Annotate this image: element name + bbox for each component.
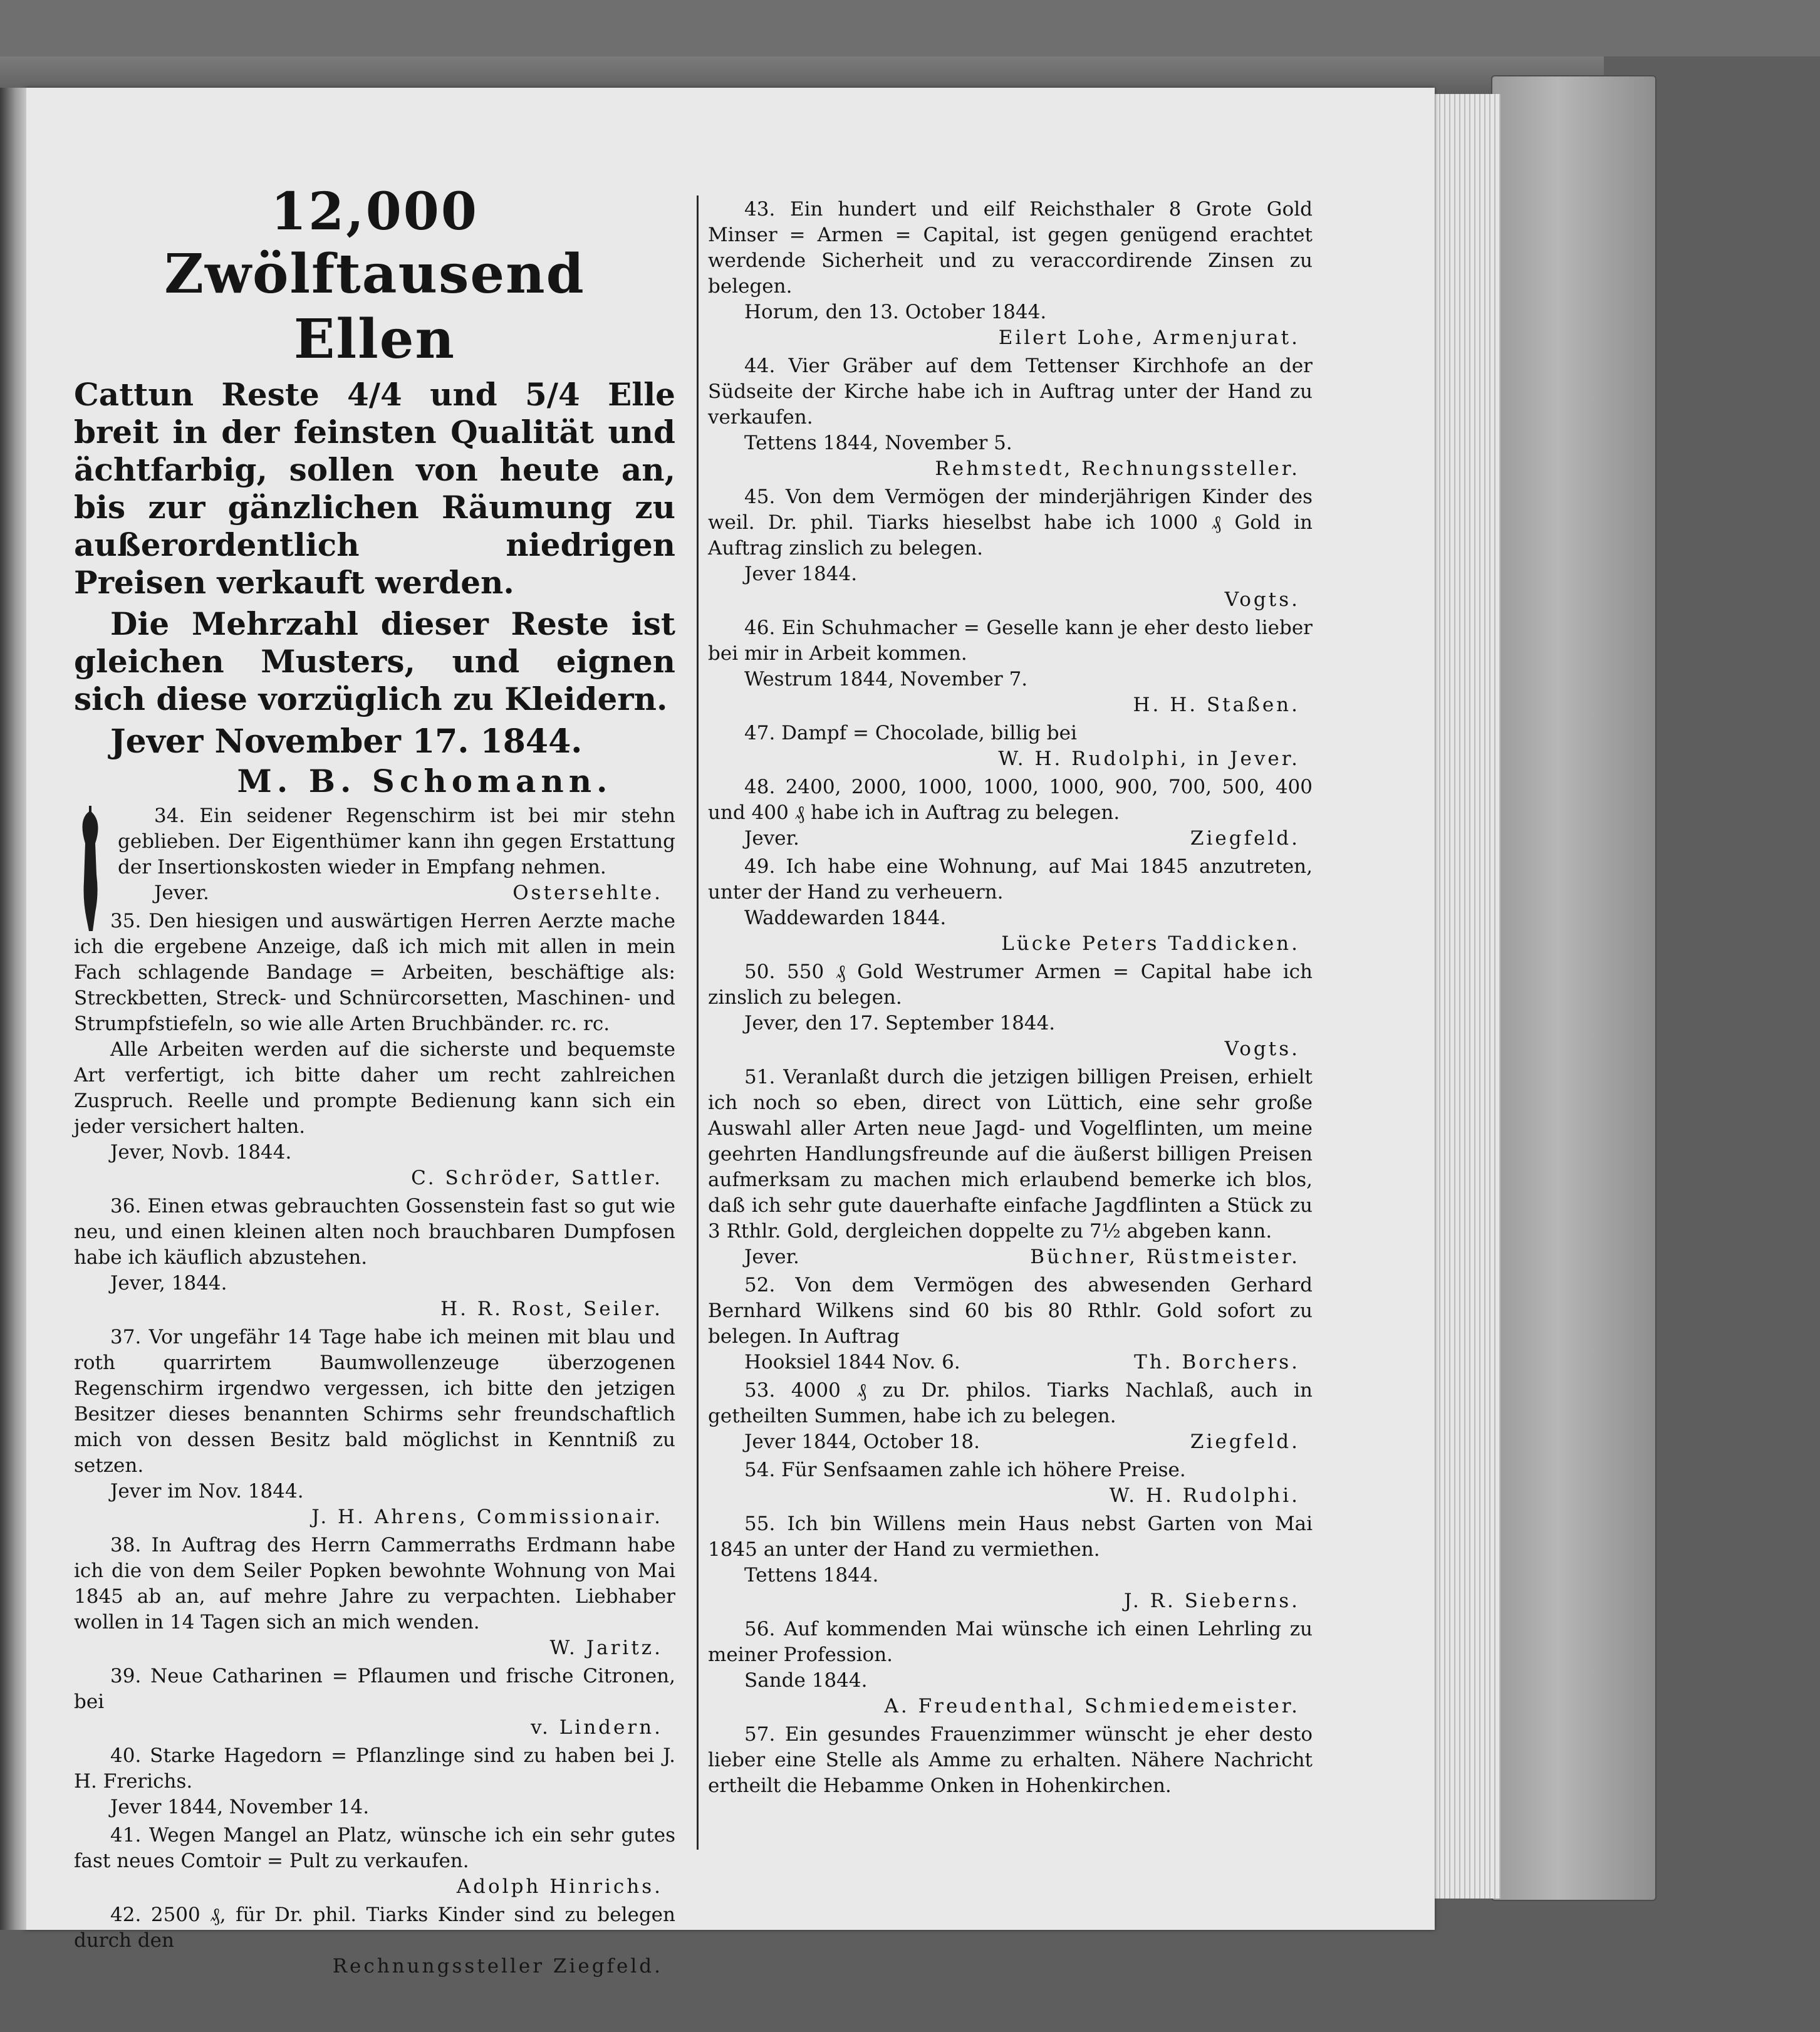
notice-place: Tettens 1844. — [744, 1564, 879, 1587]
notice-place: Tettens 1844, November 5. — [744, 432, 1012, 454]
notice-text: 37. Vor ungefähr 14 Tage habe ich meinen mit blau und roth quarrirtem Baumwollenzeuge überzogenen Regenschirm irgendwo vergessen, ich bitte den jetzigen Besitzer dieses benannten Schirms sehr freundschaftlich mich von dessen Besitz bald möglichst in Kenntniß zu setzen. — [74, 1326, 675, 1477]
page-edges — [1425, 94, 1500, 1899]
notice-44 — [708, 353, 1313, 482]
ad-date: Jever November 17. 1844. — [110, 722, 583, 761]
notice-place: Jever. — [744, 1246, 799, 1268]
notice-place: Jever 1844, October 18. — [744, 1430, 980, 1453]
book-spine — [0, 88, 26, 1930]
notice-signer: Lücke Peters Taddicken. — [1001, 932, 1300, 955]
notice-signer: C. Schröder, Sattler. — [411, 1167, 663, 1189]
notice-text: 46. Ein Schuhmacher = Geselle kann je eher desto lieber bei mir in Arbeit kommen. — [708, 617, 1313, 665]
notice-signer: W. H. Rudolphi, in Jever. — [998, 748, 1300, 770]
notice-text: 43. Ein hundert und eilf Reichsthaler 8 Grote Gold Minser = Armen = Capital, ist gegen genügend erachtet werdende Sicherheit und zu veraccordirende Zinsen zu belegen. — [708, 198, 1313, 298]
notice-signer: Ziegfeld. — [1190, 827, 1300, 850]
ad-body-2: Die Mehrzahl dieser Reste ist gleichen Musters, und eignen sich diese vorzüglich zu Kleidern. — [74, 605, 675, 717]
notice-signer: W. H. Rudolphi. — [1109, 1484, 1300, 1507]
notice-57 — [708, 1722, 1313, 1799]
notice-signer: Rechnungssteller Ziegfeld. — [332, 1955, 663, 1977]
notice-place: Jever, Novb. 1844. — [110, 1141, 292, 1164]
notice-41 — [74, 1823, 675, 1900]
notice-signer: Eilert Lohe, Armenjurat. — [998, 326, 1300, 349]
notice-text: 34. Ein seidener Regenschirm ist bei mir stehn geblieben. Der Eigenthümer kann ihn gegen Erstattung der Insertionskosten wieder in Empfang nehmen. — [118, 805, 675, 878]
notice-signer: A. Freudenthal, Schmiedemeister. — [884, 1695, 1300, 1717]
notice-text: 39. Neue Catharinen = Pflaumen und frische Citronen, bei — [74, 1665, 675, 1713]
notice-text: 54. Für Senfsaamen zahle ich höhere Preise. — [744, 1459, 1186, 1481]
notice-text: 44. Vier Gräber auf dem Tettenser Kirchhofe an der Südseite der Kirche habe ich in Auftrag unter der Hand zu verkaufen. — [708, 355, 1313, 429]
notice-50 — [708, 959, 1313, 1062]
notice-place: Hooksiel 1844 Nov. 6. — [744, 1351, 960, 1373]
notice-48 — [708, 774, 1313, 852]
notice-signer: Adolph Hinrichs. — [456, 1875, 663, 1898]
notice-47 — [708, 721, 1313, 772]
notice-signer: W. Jaritz. — [549, 1637, 663, 1659]
notice-text: 42. 2500 ₰, für Dr. phil. Tiarks Kinder sind zu belegen durch den — [74, 1904, 675, 1952]
notice-place: Jever 1844, November 14. — [110, 1796, 370, 1818]
ad-signature: M. B. Schomann. — [237, 763, 613, 800]
notice-signer: H. R. Rost, Seiler. — [440, 1298, 663, 1320]
notice-signer: H. H. Staßen. — [1133, 694, 1300, 716]
notice-37 — [74, 1325, 675, 1530]
notice-46 — [708, 615, 1313, 718]
notice-45 — [708, 484, 1313, 613]
notice-place: Westrum 1844, November 7. — [744, 668, 1028, 690]
umbrella-icon — [74, 806, 107, 937]
book-cover-edge — [1491, 75, 1656, 1901]
notice-signer: v. Lindern. — [531, 1716, 663, 1739]
notice-34 — [74, 803, 675, 906]
notice-signer: Vogts. — [1224, 588, 1300, 611]
notice-text-2: Alle Arbeiten werden auf die sicherste und bequemste Art verfertigt, ich bitte daher um recht zahlreichen Zuspruch. Reelle und prompte Bedienung kann sich ein jeder versichert halten. — [74, 1038, 675, 1138]
notice-42 — [74, 1902, 675, 1979]
notice-place: Waddewarden 1844. — [744, 907, 947, 929]
notice-place: Horum, den 13. October 1844. — [744, 301, 1047, 323]
notice-place: Jever im Nov. 1844. — [110, 1480, 304, 1503]
notice-text: 36. Einen etwas gebrauchten Gossenstein fast so gut wie neu, und einen kleinen alten noch brauchbaren Dumpfosen habe ich käuflich abzustehen. — [74, 1195, 675, 1269]
notice-text: 41. Wegen Mangel an Platz, wünsche ich ein sehr gutes fast neues Comtoir = Pult zu verkaufen. — [74, 1824, 675, 1872]
notice-35 — [74, 909, 675, 1191]
notice-place: Jever, 1844. — [110, 1272, 227, 1295]
notice-text: 47. Dampf = Chocolade, billig bei — [744, 722, 1077, 744]
notice-signer: Rehmstedt, Rechnungssteller. — [935, 457, 1300, 480]
ad-title: Zwölftausend Ellen — [164, 242, 585, 371]
notice-signer: Vogts. — [1224, 1038, 1300, 1060]
left-column — [74, 182, 675, 1979]
notice-52 — [708, 1273, 1313, 1375]
notice-53 — [708, 1378, 1313, 1455]
notice-text: 48. 2400, 2000, 1000, 1000, 1000, 900, 700, 500, 400 und 400 ₰ habe ich in Auftrag zu belegen. — [708, 776, 1313, 824]
notice-text: 40. Starke Hagedorn = Pflanzlinge sind zu haben bei J. H. Frerichs. — [74, 1744, 675, 1793]
notice-39 — [74, 1664, 675, 1741]
ad-price: 12,000 — [271, 182, 479, 242]
notice-text: 35. Den hiesigen und auswärtigen Herren Aerzte mache ich die ergebene Anzeige, daß ich mich mit allen in mein Fach schlagende Bandage = Arbeiten, beschäftige als: Streckbetten, Streck- und Schnürcorsetten, Maschinen- und Strumpfstiefeln, so wie alle Arten Bruchbänder. rc. rc. — [74, 910, 675, 1035]
notice-49 — [708, 854, 1313, 957]
notice-text: 52. Von dem Vermögen des abwesenden Gerhard Bernhard Wilkens sind 60 bis 80 Rthlr. Gold sofort zu belegen. In Auftrag — [708, 1274, 1313, 1348]
notice-56 — [708, 1617, 1313, 1719]
notice-text: 49. Ich habe eine Wohnung, auf Mai 1845 anzutreten, unter der Hand zu verheuern. — [708, 855, 1313, 904]
notice-place: Sande 1844. — [744, 1669, 868, 1692]
notice-38 — [74, 1533, 675, 1661]
notice-text: 57. Ein gesundes Frauenzimmer wünscht je eher desto lieber eine Stelle als Amme zu erhalten. Nähere Nachricht ertheilt die Hebamme Onken in Hohenkirchen. — [708, 1723, 1313, 1797]
notice-36 — [74, 1194, 675, 1322]
notice-40 — [74, 1743, 675, 1820]
notice-text: 55. Ich bin Willens mein Haus nebst Garten von Mai 1845 an unter der Hand zu vermiethen. — [708, 1513, 1313, 1561]
notice-text: 53. 4000 ₰ zu Dr. philos. Tiarks Nachlaß, auch in getheilten Summen, habe ich zu belegen. — [708, 1379, 1313, 1427]
notice-signer: Ziegfeld. — [1190, 1430, 1300, 1453]
notice-55 — [708, 1511, 1313, 1614]
notice-signer: J. R. Sieberns. — [1123, 1590, 1300, 1612]
notice-place: Jever, den 17. September 1844. — [744, 1012, 1056, 1034]
notice-place: Jever. — [744, 827, 799, 850]
notice-43 — [708, 197, 1313, 351]
notice-signer: Büchner, Rüstmeister. — [1030, 1246, 1300, 1268]
right-column — [708, 194, 1313, 1799]
notice-54 — [708, 1457, 1313, 1509]
ad-body: Cattun Reste 4/4 und 5/4 Elle breit in der feinsten Qualität und ächtfarbig, sollen von heute an, bis zur gänzlichen Räumung zu außerordentlich niedrigen Preisen verkauft werden. — [74, 376, 675, 601]
notice-place: Jever 1844. — [744, 563, 858, 585]
notice-text: 38. In Auftrag des Herrn Cammerraths Erdmann habe ich die von dem Seiler Popken bewohnte Wohnung von Mai 1845 ab an, auf mehre Jahre zu verpachten. Liebhaber wollen in 14 Tagen sich an mich wenden. — [74, 1534, 675, 1633]
notice-text: 56. Auf kommenden Mai wünsche ich einen Lehrling zu meiner Profession. — [708, 1618, 1313, 1666]
column-rule — [697, 195, 699, 1850]
notice-signer: Ostersehlte. — [512, 882, 663, 904]
notice-text: 50. 550 ₰ Gold Westrumer Armen = Capital habe ich zinslich zu belegen. — [708, 961, 1313, 1009]
notice-signer: Th. Borchers. — [1134, 1351, 1300, 1373]
notice-place: Jever. — [154, 882, 209, 904]
notice-51 — [708, 1065, 1313, 1270]
notice-text: 45. Von dem Vermögen der minderjährigen Kinder des weil. Dr. phil. Tiarks hieselbst habe ich 1000 ₰ Gold in Auftrag zinslich zu belegen. — [708, 486, 1313, 560]
notice-signer: J. H. Ahrens, Commissionair. — [311, 1506, 663, 1528]
notice-text: 51. Veranlaßt durch die jetzigen billigen Preisen, erhielt ich noch so eben, direct von Lüttich, eine sehr große Auswahl aller Arten neue Jagd- und Vogelflinten, um meine geehrten Handlungsfreunde auf die äußerst billigen Preisen aufmerksam zu machen mich erlaubend bemerke ich blos, daß ich sehr gute dauerhafte einfache Jagdflinten a Stück zu 3 Rthlr. Gold, dergleichen doppelte zu 7½ abgeben kann. — [708, 1066, 1313, 1243]
